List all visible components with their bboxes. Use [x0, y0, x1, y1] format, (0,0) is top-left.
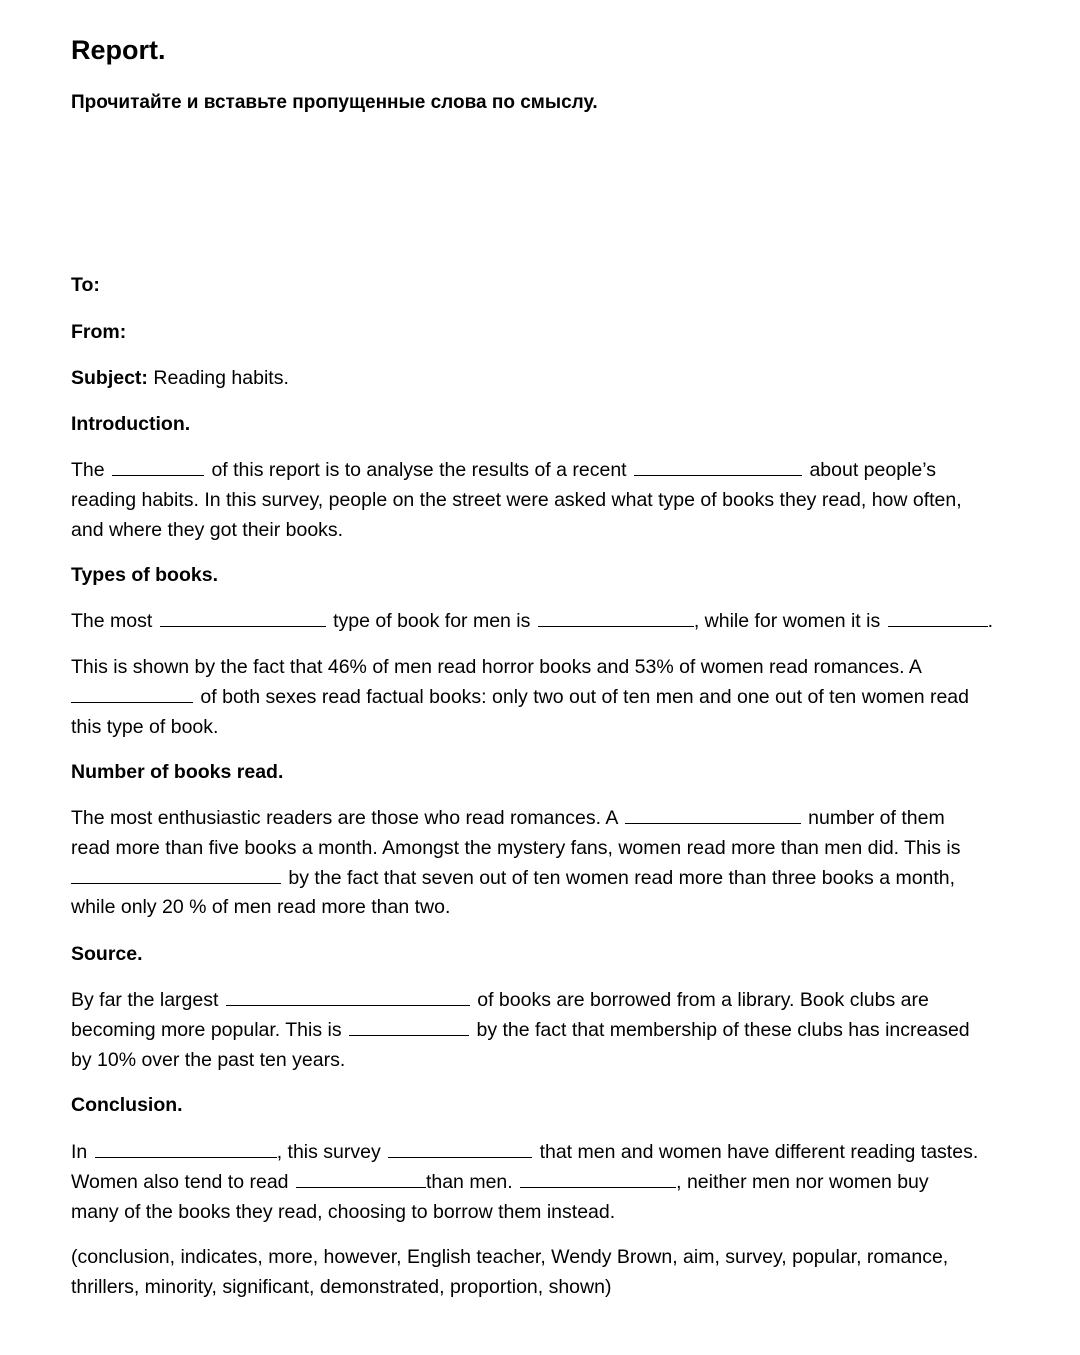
blank-women-type[interactable]: [888, 608, 988, 627]
blank-conclusion[interactable]: [95, 1139, 277, 1158]
conclusion-heading: Conclusion.: [71, 1094, 183, 1116]
blank-shown[interactable]: [349, 1017, 469, 1036]
memo-subject: [71, 364, 1031, 394]
text-span: In: [71, 1141, 88, 1163]
to-label: To:: [71, 274, 100, 296]
blank-more[interactable]: [296, 1169, 426, 1188]
blank-indicates[interactable]: [388, 1139, 532, 1158]
text-span: .: [987, 610, 994, 632]
number-heading: Number of books read.: [71, 761, 284, 783]
blank-however[interactable]: [520, 1169, 676, 1188]
text-span: of books are borrowed from a library. Book clubs are: [477, 989, 929, 1011]
subject-label: Subject:: [71, 367, 148, 389]
text-span: this type of book.: [71, 715, 219, 738]
from-label: From:: [71, 321, 127, 343]
text-span: This is shown by the fact that 46% of men read horror books and 53% of women read romances. A: [71, 656, 922, 678]
text-span: that men and women have different reading tastes.: [539, 1141, 979, 1163]
text-span: read more than five books a month. Amongst the mystery fans, women read more than men did. This is: [71, 836, 961, 859]
blank-demonstrated[interactable]: [71, 865, 281, 884]
subject-value: Reading habits.: [153, 367, 289, 389]
blank-aim[interactable]: [112, 457, 204, 476]
types-heading: Types of books.: [71, 564, 218, 586]
text-span: Women also tend to read: [71, 1170, 289, 1193]
blank-proportion[interactable]: [226, 987, 470, 1006]
word-bank-line: thrillers, minority, significant, demonstrated, proportion, shown): [71, 1275, 612, 1298]
number-paragraph: [71, 804, 1031, 923]
types-paragraph-2: [71, 653, 1031, 742]
text-span: of both sexes read factual books: only two out of ten men and one out of ten women read: [200, 685, 969, 708]
text-span: , neither men nor women buy: [676, 1170, 929, 1193]
word-bank: [71, 1243, 1031, 1303]
blank-men-type[interactable]: [538, 608, 694, 627]
source-paragraph: [71, 986, 1031, 1075]
text-span: by the fact that seven out of ten women read more than three books a month,: [288, 866, 956, 889]
text-span: type of book for men is: [333, 610, 531, 632]
memo-to: [71, 271, 1031, 301]
text-span: By far the largest: [71, 989, 219, 1011]
blank-significant[interactable]: [625, 805, 801, 824]
introduction-heading: Introduction.: [71, 413, 191, 435]
text-span: many of the books they read, choosing to borrow them instead.: [71, 1200, 616, 1223]
text-span: than men.: [425, 1170, 513, 1193]
text-span: , while for women it is: [693, 610, 881, 632]
text-span: The most: [71, 610, 153, 632]
text-span: number of them: [808, 807, 945, 829]
text-span: , this survey: [276, 1141, 381, 1163]
text-span: by 10% over the past ten years.: [71, 1048, 346, 1071]
text-span: about people’s: [809, 459, 936, 481]
introduction-paragraph: [71, 456, 1031, 545]
text-span: and where they got their books.: [71, 518, 344, 541]
text-span: The: [71, 459, 105, 481]
text-span: reading habits. In this survey, people on the street were asked what type of books they read, how often,: [71, 488, 962, 511]
word-bank-line: (conclusion, indicates, more, however, English teacher, Wendy Brown, aim, survey, popular, romance,: [71, 1246, 949, 1268]
text-span: of this report is to analyse the results of a recent: [211, 459, 627, 481]
conclusion-paragraph: [71, 1138, 1031, 1227]
memo-from: [71, 318, 1031, 348]
text-span: The most enthusiastic readers are those who read romances. A: [71, 807, 618, 829]
blank-survey[interactable]: [634, 457, 802, 476]
blank-minority[interactable]: [71, 684, 193, 703]
report-title: Report.: [71, 35, 166, 65]
blank-popular[interactable]: [160, 608, 326, 627]
text-span: by the fact that membership of these clubs has increased: [476, 1018, 970, 1041]
text-span: while only 20 % of men read more than two.: [71, 896, 451, 919]
text-span: becoming more popular. This is: [71, 1018, 342, 1041]
types-paragraph-1: [71, 607, 1031, 637]
source-heading: Source.: [71, 943, 143, 965]
instruction-text: Прочитайте и вставьте пропущенные слова по смыслу.: [71, 92, 598, 113]
